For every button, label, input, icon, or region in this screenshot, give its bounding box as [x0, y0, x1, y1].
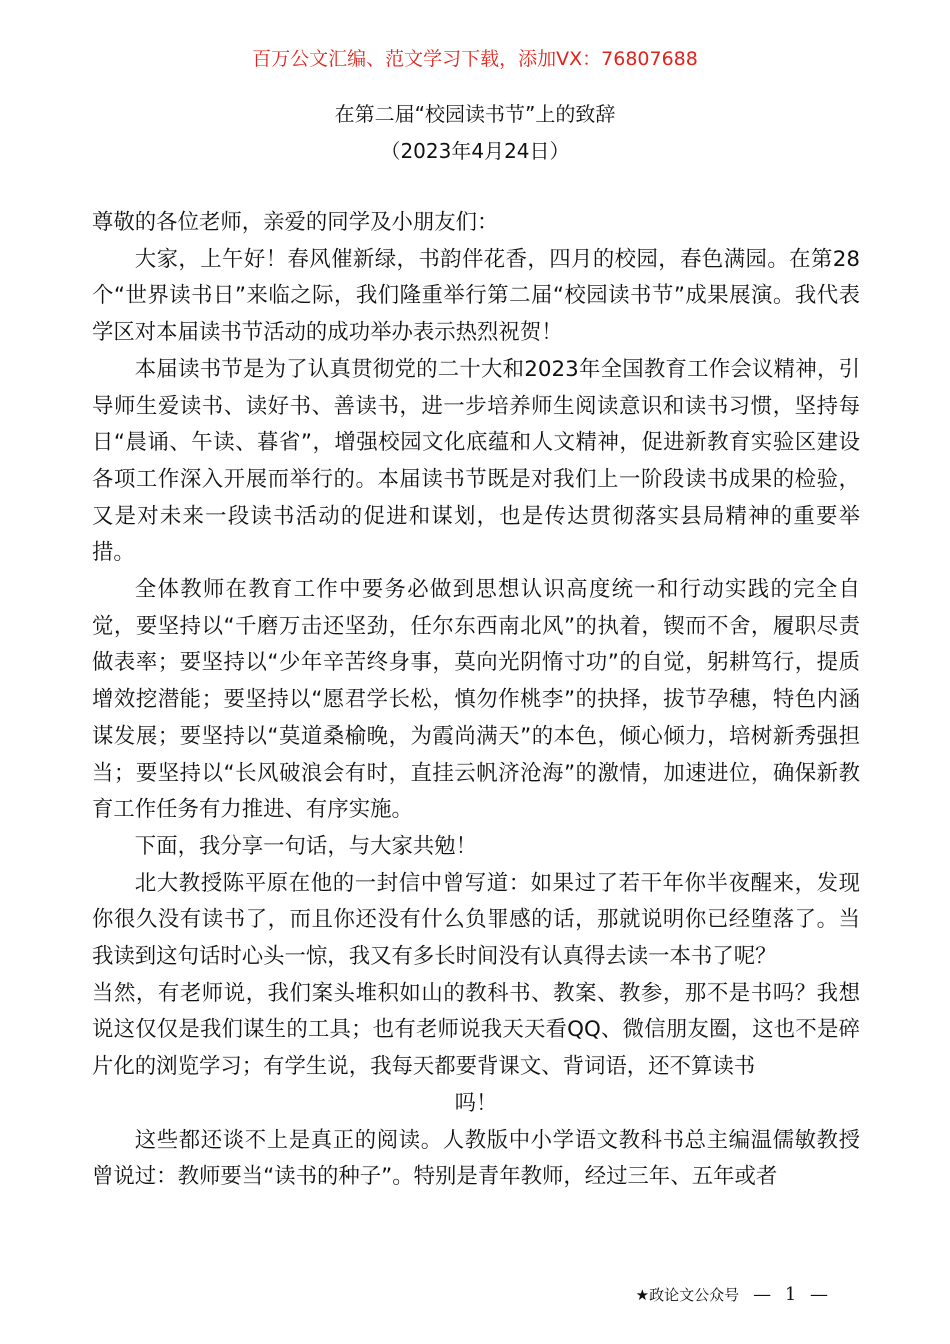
promo-banner: 百万公文汇编、范文学习下载，添加VX：76807688 [252, 48, 698, 70]
document-title: 在第二届“校园读书节”上的致辞 [334, 102, 616, 126]
salutation: 尊敬的各位老师，亲爱的同学及小朋友们： [92, 210, 499, 235]
paragraph: 北大教授陈平原在他的一封信中曾写道：如果过了若干年你半夜醒来，发现你很久没有读书了，而且你还没有什么负罪感的话，那就说明你已经堕落了。当我读到这句话时心头一惊，我又有多长时间没有认真得去读一本书了呢？ [92, 870, 860, 970]
paragraph: 全体教师在教育工作中要务必做到思想认识高度统一和行动实践的完全自觉，要坚持以“千磨万击还坚劲，任尔东西南北风”的执着，锲而不舍，履职尽责做表率；要坚持以“少年辛苦终身事，莫向光阴惰寸功”的自觉，躬耕笃行，提质增效挖潜能；要坚持以“愿君学长松，慎勿作桃李”的抉择，拔节孕穗，特色内涵谋发展；要坚持以“莫道桑榆晚，为霞尚满天”的本色，倾心倾力，培树新秀强担当；要坚持以“长风破浪会有时，直挂云帆济沧海”的激情，加速进位，确保新教育工作任务有力推进、有序实施。 [92, 577, 860, 823]
paragraph: 大家，上午好！春风催新绿，书韵伴花香，四月的校园，春色满园。在第28个“世界读书日”来临之际，我们隆重举行第二届“校园读书节”成果展演。我代表学区对本届读书节活动的成功举办表示热烈祝贺！ [92, 246, 860, 346]
page-footer [636, 1284, 832, 1305]
document-body [92, 205, 860, 1196]
footer-source: ★政论文公众号 [635, 1286, 740, 1304]
paragraph: 这些都还谈不上是真正的阅读。人教版中小学语文教科书总主编温儒敏教授曾说过：教师要当“读书的种子”。特别是青年教师，经过三年、五年或者 [92, 1127, 860, 1190]
paragraph: 本届读书节是为了认真贯彻党的二十大和2023年全国教育工作会议精神，引导师生爱读书、读好书、善读书，进一步培养师生阅读意识和读书习惯，坚持每日“晨诵、午读、暮省”，增强校园文化底蕴和人文精神，促进新教育实验区建设各项工作深入开展而举行的。本届读书节既是对我们上一阶段读书成果的检验，又是对未来一段读书活动的促进和谋划，也是传达贯彻落实县局精神的重要举措。 [92, 356, 860, 566]
paragraph: 当然，有老师说，我们案头堆积如山的教科书、教案、教参，那不是书吗？我想说这仅仅是我们谋生的工具；也有老师说我天天看QQ、微信朋友圈，这也不是碎片化的浏览学习；有学生说，我每天都要背课文、背词语，还不算读书 [92, 980, 860, 1080]
paragraph-tail: 吗！ [454, 1090, 498, 1116]
paragraph: 下面，我分享一句话，与大家共勉！ [134, 833, 478, 859]
document-date: （2023年4月24日） [380, 139, 570, 163]
page-number: — 1 — [753, 1284, 832, 1305]
